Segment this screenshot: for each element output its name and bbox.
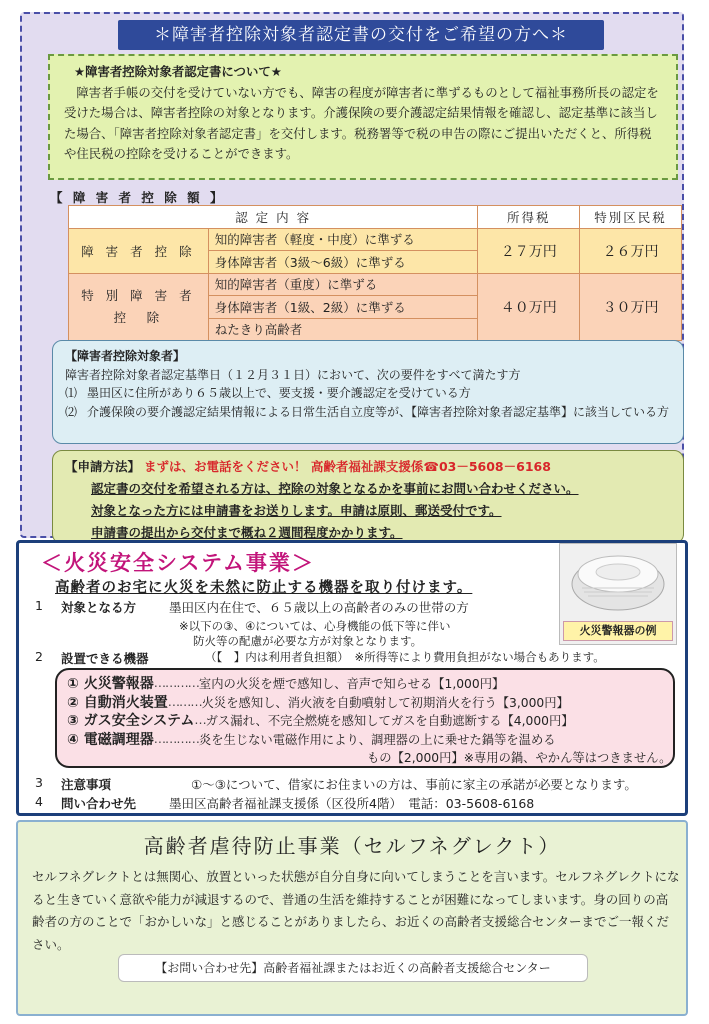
eligibility-intro: 障害者控除対象者認定基準日（１２月３１日）において、次の要件をすべて満たす方 (65, 367, 521, 382)
eligibility-heading: 【障害者控除対象者】 (65, 349, 186, 363)
devices-box (55, 668, 675, 768)
table-row (69, 228, 682, 251)
eligibility-item (65, 384, 671, 403)
contact-box: 【お問い合わせ先】高齢者福祉課またはお近くの高齢者支援総合センター (118, 954, 588, 982)
deduction-table (68, 205, 682, 341)
application-box (52, 450, 684, 544)
dot-leader: ………… (153, 676, 199, 691)
row-value: ①～③について、借家にお住まいの方は、事前に家主の承諾が必要となります。 (191, 777, 637, 792)
row-label: 注意事項 (61, 777, 112, 792)
device-item (67, 693, 663, 712)
detail-cell: 知的障害者（軽度・中度）に準ずる (208, 228, 478, 251)
row-label: 問い合わせ先 (61, 796, 137, 811)
target-row (19, 598, 679, 618)
eligibility-item (65, 403, 671, 422)
table-header: 認 定 内 容 (69, 206, 478, 229)
item-number: ⑴ (65, 386, 78, 400)
table-header-row (69, 206, 682, 229)
table-header: 特別区民税 (580, 206, 682, 229)
detail-cell: 身体障害者（3級～6級）に準ずる (208, 251, 478, 274)
application-label: 【申請方法】 (65, 459, 141, 474)
application-line: 認定書の交付を希望される方は、控除の対象となるかを事前にお問い合わせください。 (91, 481, 579, 496)
section-title: ＜火災安全システム事業＞ (41, 551, 315, 575)
contact-row (19, 794, 679, 814)
row-value: （【 】内は利用者負担額） ※所得等により費用負担がない場合もあります。 (205, 650, 605, 664)
fire-safety-section (16, 540, 688, 816)
device-desc: 室内の火災を煙で感知し、音声で知らせる【1,000円】 (198, 677, 505, 692)
category-cell: 障 害 者 控 除 (69, 228, 209, 273)
detail-cell: ねたきり高齢者 (208, 318, 478, 341)
category-cell (69, 273, 209, 341)
device-name: ④ 電磁調理器 (67, 732, 154, 749)
row-label: 対象となる方 (61, 600, 137, 615)
table-row (69, 273, 682, 296)
device-item (67, 674, 663, 693)
detail-cell: 身体障害者（1級、2級）に準ずる (208, 296, 478, 319)
category-line: 特 別 障 害 者 (81, 287, 196, 303)
disability-deduction-section (20, 12, 684, 538)
device-desc: 炎を生じない電磁作用により、調理器の上に乗せた鍋等を温める (198, 733, 556, 748)
row-number: 4 (35, 794, 43, 809)
device-name: ① 火災警報器 (67, 676, 154, 693)
device-item (67, 711, 663, 730)
about-body: 障害者手帳の交付を受けていない方でも、障害の程度が障害者に準ずるものとして福祉事務所長の認定を受けた場合は、障害者控除の対象となります。介護保険の要介護認定結果情報を確認し、認定基準に該当した場合、「障害者控除対象者認定書」を交付します。税務署等で税の申告の際にご提出いただくと、所得税や住民税の控除を受けることができます。 (64, 84, 659, 161)
target-note (179, 619, 451, 649)
dot-leader: ………… (153, 732, 199, 747)
self-neglect-section (16, 820, 688, 1016)
row-number: 3 (35, 775, 43, 790)
device-name: ② 自動消火装置 (67, 694, 168, 711)
application-line: 対象となった方には申請書をお送りします。申請は原則、郵送受付です。 (91, 503, 502, 518)
item-number: ⑵ (65, 404, 78, 419)
row-number: 2 (35, 649, 43, 664)
image-caption: 火災警報器の例 (563, 621, 673, 641)
resident-tax-cell: ３０万円 (580, 273, 682, 341)
item-text: 介護保険の要介護認定結果情報による日常生活自立度等が、【障害者控除対象者認定基準】に該当している方 (87, 404, 670, 419)
dot-leader: … (194, 713, 206, 728)
table-header: 所得税 (478, 206, 580, 229)
eligibility-box (52, 340, 684, 444)
devices-row (19, 649, 679, 669)
about-heading: ★障害者控除対象者認定書について★ (74, 64, 282, 79)
income-tax-cell: ２７万円 (478, 228, 580, 273)
row-number: 1 (35, 598, 43, 613)
row-value: 墨田区内在住で、６５歳以上の高齢者のみの世帯の方 (169, 600, 469, 615)
device-item (67, 730, 663, 749)
phone-callout: まずは、お電話をください！ 高齢者福祉課支援係☎03－5608－6168 (144, 459, 551, 474)
section-title: ＊障害者控除対象者認定書の交付をご希望の方へ＊ (118, 20, 604, 50)
device-name: ③ ガス安全システム (67, 713, 195, 730)
income-tax-cell: ４０万円 (478, 273, 580, 341)
note-line: 防火等の配慮が必要な方が対象となります。 (193, 634, 423, 648)
about-box (48, 54, 678, 180)
notes-row (19, 775, 679, 795)
dot-leader: ……… (167, 694, 202, 709)
application-line: 申請書の提出から交付まで概ね２週間程度かかります。 (91, 525, 403, 540)
item-text: 墨田区に住所があり６５歳以上で、要支援・要介護認定を受けている方 (87, 386, 471, 400)
device-desc: ガス漏れ、不完全燃焼を感知してガスを自動遮断する【4,000円】 (205, 714, 574, 729)
section-title: 高齢者虐待防止事業（セルフネグレクト） (143, 834, 561, 858)
detail-cell: 知的障害者（重度）に準ずる (208, 273, 478, 296)
row-value: 墨田区高齢者福祉課支援係（区役所4階） 電話：03-5608-6168 (169, 796, 535, 811)
device-desc-continued: もの【2,000円】※専用の鍋、やかん等はつきません。 (367, 751, 672, 766)
device-desc: 火災を感知し、消火液を自動噴射して初期消火を行う【3,000円】 (201, 695, 569, 710)
deduction-amount-heading: 【 障 害 者 控 除 額 】 (50, 190, 226, 205)
section-subtitle: 高齢者のお宅に火災を未然に防止する機器を取り付けます。 (55, 580, 473, 596)
resident-tax-cell: ２６万円 (580, 228, 682, 273)
section-body: セルフネグレクトとは無関心、放置といった状態が自分自身に向いてしまうことを言います。セルフネグレクトになると生きていく意欲や能力が減退するので、普通の生活を維持することが困難になってしまいます。身の回りの高齢者の方のことで「おかしいな」と感じることがありましたら、お近くの高齢者支援総合センターまでご一報ください。 (32, 869, 680, 952)
note-line: ※以下の③、④については、心身機能の低下等に伴い (179, 619, 451, 633)
row-label: 設置できる機器 (61, 651, 149, 666)
category-line: 控 除 (113, 309, 164, 325)
